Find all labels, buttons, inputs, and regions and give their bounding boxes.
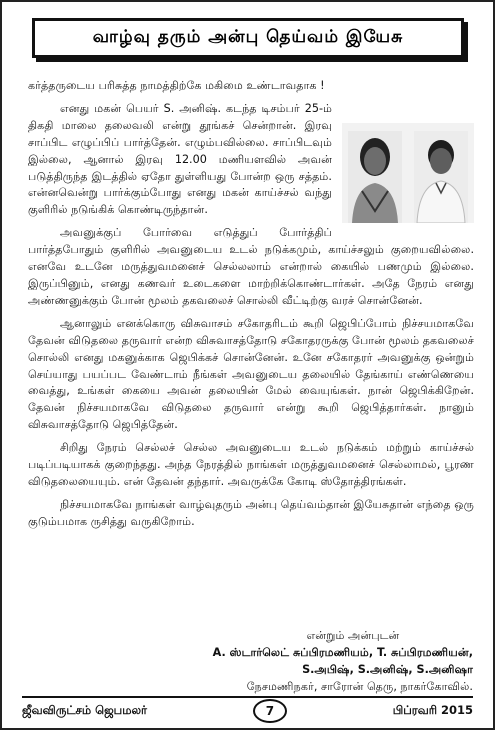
page-footer <box>22 696 473 724</box>
title-banner <box>32 18 464 58</box>
signature-names-2: S.அபிஷ், S.அனிஷ், S.அனிஷா <box>302 663 473 676</box>
signature-greeting: என்றும் அன்புடன் <box>306 629 400 642</box>
signature-address: நேசமணிநகர், சாரோன் தெரு, நாகர்கோவில். <box>246 680 473 693</box>
paragraph-1: எனது மகன் பெயர் S. அனிஷ். கடந்த டிசம்பர் 25-ம் திகதி மாலை தலைவலி என்று தூங்கச் சென்றான். இரவு சாப்பிட எழுப்பிப் பார்த்தேன். எழும்பவில்லை. சாப்பிடவும் இல்லை, ஆனால் இரவு 12.00 மணியளவில் அவன் படுத்திருந்த இடத்தில் ஏதோ துள்ளியது போன்ற ஒரு சத்தம். என்னவென்று பார்க்கும்போது எனது மகன் காய்ச்சல் வந்து குளிரில் நடுங்கிக் கொண்டிருந்தான். <box>28 101 332 217</box>
paragraph-4: சிறிது நேரம் செல்லச் செல்ல அவனுடைய உடல் நடுக்கம் மற்றும் காய்ச்சல் படிப்படியாகக் குறைந்தது. அந்த நேரத்தில் நாங்கள் மருத்துவமனைச் செல்லாமல், பூரண விடுதலையையும். என் தேவன் தந்தார். அவருக்கே கோடி ஸ்தோத்திரங்கள். <box>28 441 474 488</box>
publication-name: ஜீவவிருட்சம் ஜெபமலர் <box>22 703 148 717</box>
family-photo <box>342 123 474 223</box>
signature-block <box>173 627 473 695</box>
paragraph-3: ஆனாலும் எனக்கொரு விசுவாசம் சகோதரிடம் கூறி ஜெபிப்போம் நிச்சயமாகவே தேவன் விடுதலை தருவார் என்ற விசுவாசத்தோடு சகோதரருக்கு போன் மூலம் தகவலைச் சொல்லி எனது மகனுக்காக ஜெபிக்கச் சொன்னேன். உனே சகோதரர் அவனுக்கு ஒன்றும் செய்யாது பயப்பட வேண்டாம் நீங்கள் அவனுடைய தலையில் தேங்காய் எண்ணெயை வைத்து, உங்கள் கையை அவன் தலையின் மேல் வையுங்கள். நான் ஜெபிக்கிறேன். தேவன் நிச்சயமாகவே விடுதலை தருவார் என்று கூறி ஜெபித்தார்கள். நானும் விசுவாசத்தோடு ஜெபித்தேன். <box>28 316 474 432</box>
article-body <box>28 78 474 537</box>
signature-names-1: A. ஸ்டார்லெட் சுப்பிரமணியம், T. சுப்பிரமணியன், <box>212 646 473 659</box>
paragraph-2: அவனுக்குப் போர்வை எடுத்துப் போர்த்திப் பார்த்தபோதும் குளிரில் அவனுடைய உடல் நடுக்கமும், காய்ச்சலும் குறையவில்லை. எனவே உடனே மருத்துவமனைச் செல்லலாம் என்றால் கையில் பணமும் இல்லை. இருப்பினும், எனது கணவர் உடைகளை மாற்றிக்கொண்டார்கள். அதே நேரம் எனது அண்ணனுக்கும் போன் மூலம் தகவலைச் சொல்லி வீட்டிற்கு வரச் சொன்னேன். <box>28 226 474 307</box>
paragraph-5: நிச்சயமாகவே நாங்கள் வாழ்வுதரும் அன்பு தெய்வம்தான் இயேசுதான் எந்தை ஒரு குடும்பமாக ருசித்து வருகிறோம். <box>28 497 474 528</box>
mother-photo <box>348 131 402 223</box>
issue-date: பிப்ரவரி 2015 <box>392 703 473 717</box>
page-title: வாழ்வு தரும் அன்பு தெய்வம் இயேசு <box>92 27 404 47</box>
opening-line: கர்த்தருடைய பரிசுத்த நாமத்திற்கே மகிமை உண்டாவதாக ! <box>28 79 325 92</box>
son-photo <box>414 131 468 223</box>
page-number: 7 <box>253 699 287 723</box>
